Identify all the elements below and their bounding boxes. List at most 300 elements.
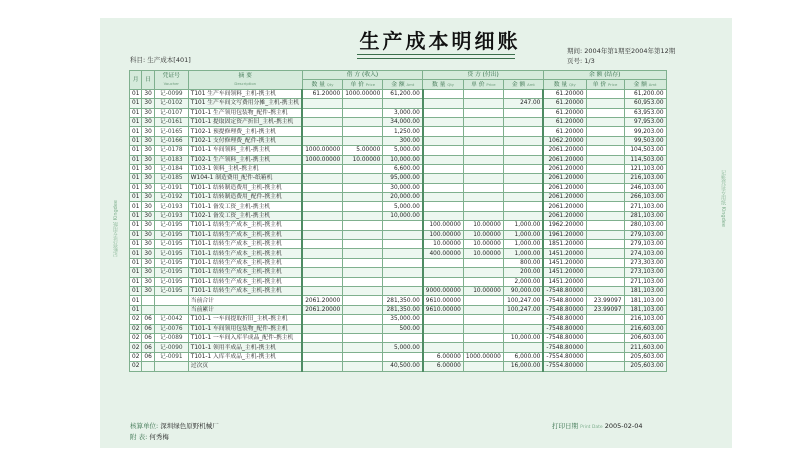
- summary-cell: T102-1 生产领料_主机-携主机: [188, 155, 302, 164]
- debit-price-cell: [343, 305, 383, 314]
- day-cell: 30: [142, 193, 154, 202]
- print-date-en: Print Date: [580, 425, 603, 430]
- day-cell: 30: [142, 136, 154, 145]
- subject-value: 生产成本[401]: [147, 56, 191, 64]
- debit-amount-cell: 500.00: [383, 324, 423, 333]
- balance-qty-cell: -7548.80000: [543, 286, 586, 295]
- balance-price-cell: [586, 193, 624, 202]
- day-cell: 30: [142, 108, 154, 117]
- balance-price-cell: [586, 164, 624, 173]
- header-credit: 贷 方 (付出): [423, 71, 544, 80]
- credit-amount-cell: [503, 174, 543, 183]
- summary-cell: T101-1 车间领料_主机-携主机: [188, 146, 302, 155]
- credit-qty-cell: 100.00000: [423, 230, 464, 239]
- day-cell: 30: [142, 268, 154, 277]
- credit-qty-cell: [423, 127, 464, 136]
- credit-amount-cell: 1,000.00: [503, 240, 543, 249]
- balance-amount-cell: 181,103.00: [624, 296, 666, 305]
- credit-amount-cell: 16,000.00: [503, 362, 543, 371]
- month-cell: 01: [130, 230, 142, 239]
- table-row: [130, 258, 667, 267]
- credit-price-cell: [463, 296, 503, 305]
- balance-amount-cell: 273,103.00: [624, 268, 666, 277]
- voucher-cell: 记-0193: [154, 202, 188, 211]
- voucher-cell: 记-0195: [154, 230, 188, 239]
- summary-cell: 当前累计: [188, 305, 302, 314]
- month-cell: 01: [130, 193, 142, 202]
- day-cell: 30: [142, 230, 154, 239]
- table-row: [130, 146, 667, 155]
- debit-amount-cell: [383, 333, 423, 342]
- credit-amount-cell: [503, 211, 543, 220]
- voucher-cell: [154, 296, 188, 305]
- balance-amount-cell: 121,103.00: [624, 164, 666, 173]
- debit-amount-cell: 281,350.00: [383, 296, 423, 305]
- table-row: [130, 268, 667, 277]
- credit-qty-cell: [423, 211, 464, 220]
- balance-amount-cell: 279,103.00: [624, 230, 666, 239]
- debit-qty-cell: [302, 258, 343, 267]
- balance-amount-cell: 104,503.00: [624, 146, 666, 155]
- balance-amount-cell: 216,603.00: [624, 324, 666, 333]
- voucher-cell: 记-0195: [154, 249, 188, 258]
- table-row: [130, 230, 667, 239]
- credit-amount-cell: [503, 89, 543, 98]
- debit-amount-cell: 1,250.00: [383, 127, 423, 136]
- voucher-cell: 记-0195: [154, 258, 188, 267]
- header-balance-price: 单 价 Price: [586, 80, 624, 89]
- day-cell: [142, 296, 154, 305]
- voucher-cell: 记-0091: [154, 352, 188, 361]
- summary-cell: T101-1 生产领用包装物_配件-携主机: [188, 108, 302, 117]
- balance-qty-cell: 1451.20000: [543, 268, 586, 277]
- day-cell: 06: [142, 324, 154, 333]
- balance-price-cell: [586, 174, 624, 183]
- debit-price-cell: [343, 202, 383, 211]
- debit-amount-cell: 3,000.00: [383, 108, 423, 117]
- table-row: [130, 324, 667, 333]
- table-row: [130, 164, 667, 173]
- attach-label: 附 表:: [130, 433, 148, 441]
- day-cell: 30: [142, 211, 154, 220]
- header-voucher-label: 凭证号: [162, 72, 180, 79]
- attachment: [130, 432, 169, 441]
- debit-qty-cell: [302, 202, 343, 211]
- balance-price-cell: [586, 136, 624, 145]
- credit-amount-cell: [503, 146, 543, 155]
- debit-amount-cell: 30,000.00: [383, 183, 423, 192]
- debit-price-cell: [343, 117, 383, 126]
- table-row: [130, 362, 667, 371]
- credit-price-cell: [463, 183, 503, 192]
- credit-price-cell: [463, 164, 503, 173]
- debit-price-cell: 10.00000: [343, 155, 383, 164]
- balance-price-cell: [586, 258, 624, 267]
- month-cell: 01: [130, 240, 142, 249]
- header-summary: [188, 71, 302, 90]
- balance-qty-cell: 2061.20000: [543, 202, 586, 211]
- day-cell: 30: [142, 89, 154, 98]
- credit-qty-cell: [423, 174, 464, 183]
- day-cell: 06: [142, 315, 154, 324]
- debit-amount-cell: [383, 277, 423, 286]
- month-cell: 01: [130, 108, 142, 117]
- debit-amount-cell: [383, 99, 423, 108]
- credit-qty-cell: [423, 202, 464, 211]
- table-row: [130, 127, 667, 136]
- table-row: [130, 240, 667, 249]
- month-cell: 01: [130, 296, 142, 305]
- page-label: 页号:: [567, 57, 583, 65]
- header-balance: 余 额 (结存): [543, 71, 666, 80]
- credit-price-cell: [463, 277, 503, 286]
- balance-qty-cell: 2061.20000: [543, 183, 586, 192]
- balance-amount-cell: 271,103.00: [624, 202, 666, 211]
- page-title: 生产成本明细账: [359, 29, 521, 53]
- credit-price-cell: [463, 305, 503, 314]
- debit-amount-cell: 10,000.00: [383, 155, 423, 164]
- balance-qty-cell: -7548.80000: [543, 333, 586, 342]
- period-info: [567, 46, 675, 55]
- table-row: [130, 352, 667, 361]
- debit-price-cell: [343, 99, 383, 108]
- balance-qty-cell: 1961.20000: [543, 230, 586, 239]
- debit-qty-cell: [302, 324, 343, 333]
- month-cell: 02: [130, 362, 142, 371]
- summary-cell: T101-1 入库半成品_主机-携主机: [188, 352, 302, 361]
- balance-price-cell: [586, 155, 624, 164]
- debit-amount-cell: [383, 249, 423, 258]
- debit-qty-cell: [302, 183, 343, 192]
- balance-amount-cell: 279,103.00: [624, 240, 666, 249]
- balance-amount-cell: 216,103.00: [624, 315, 666, 324]
- voucher-cell: 记-0191: [154, 183, 188, 192]
- balance-price-cell: [586, 333, 624, 342]
- table-row: [130, 117, 667, 126]
- balance-amount-cell: 271,103.00: [624, 277, 666, 286]
- debit-price-cell: [343, 164, 383, 173]
- balance-qty-cell: 2061.20000: [543, 211, 586, 220]
- balance-price-cell: [586, 343, 624, 352]
- balance-amount-cell: 181,103.00: [624, 286, 666, 295]
- debit-amount-cell: 281,350.00: [383, 305, 423, 314]
- debit-qty-cell: [302, 174, 343, 183]
- balance-price-cell: [586, 117, 624, 126]
- credit-price-cell: 10.00000: [463, 230, 503, 239]
- credit-qty-cell: [423, 99, 464, 108]
- credit-amount-cell: [503, 127, 543, 136]
- summary-cell: T101-1 车间领用包装物_配件-携主机: [188, 324, 302, 333]
- debit-price-cell: [343, 193, 383, 202]
- credit-price-cell: [463, 211, 503, 220]
- credit-qty-cell: [423, 117, 464, 126]
- table-row: [130, 183, 667, 192]
- debit-price-cell: 5.00000: [343, 146, 383, 155]
- balance-qty-cell: -7548.80000: [543, 296, 586, 305]
- balance-amount-cell: 205,603.00: [624, 362, 666, 371]
- debit-price-cell: [343, 240, 383, 249]
- title-underline: [357, 54, 515, 59]
- credit-amount-cell: 200.00: [503, 268, 543, 277]
- debit-qty-cell: [302, 108, 343, 117]
- summary-cell: T102-1 预提修理费_主机-携主机: [188, 127, 302, 136]
- balance-price-cell: [586, 230, 624, 239]
- credit-amount-cell: 90,000.00: [503, 286, 543, 295]
- credit-amount-cell: [503, 136, 543, 145]
- debit-qty-cell: [302, 117, 343, 126]
- debit-qty-cell: [302, 99, 343, 108]
- debit-amount-cell: 5,000.00: [383, 146, 423, 155]
- header-voucher-en: Voucher: [163, 80, 179, 86]
- balance-qty-cell: 2061.20000: [543, 164, 586, 173]
- credit-amount-cell: [503, 164, 543, 173]
- credit-price-cell: [463, 268, 503, 277]
- credit-price-cell: [463, 258, 503, 267]
- credit-qty-cell: [423, 193, 464, 202]
- debit-qty-cell: [302, 193, 343, 202]
- balance-amount-cell: 273,303.00: [624, 258, 666, 267]
- month-cell: 01: [130, 258, 142, 267]
- day-cell: 30: [142, 258, 154, 267]
- debit-amount-cell: 61,200.00: [383, 89, 423, 98]
- ledger-body: [130, 89, 667, 371]
- debit-qty-cell: 2061.20000: [302, 305, 343, 314]
- credit-price-cell: 1000.00000: [463, 352, 503, 361]
- credit-amount-cell: 247.00: [503, 99, 543, 108]
- credit-qty-cell: [423, 324, 464, 333]
- balance-price-cell: [586, 127, 624, 136]
- balance-price-cell: [586, 211, 624, 220]
- voucher-cell: 记-0195: [154, 277, 188, 286]
- balance-amount-cell: 206,603.00: [624, 333, 666, 342]
- debit-qty-cell: [302, 136, 343, 145]
- credit-amount-cell: 10,000.00: [503, 333, 543, 342]
- debit-qty-cell: 1000.00000: [302, 155, 343, 164]
- credit-qty-cell: 100.00000: [423, 221, 464, 230]
- debit-amount-cell: 35,000.00: [383, 315, 423, 324]
- balance-amount-cell: 114,503.00: [624, 155, 666, 164]
- credit-qty-cell: [423, 333, 464, 342]
- debit-qty-cell: 61.20000: [302, 89, 343, 98]
- summary-cell: T101-1 提取固定资产折旧_主机-携主机: [188, 117, 302, 126]
- summary-cell: T101-1 结转生产成本_主机-携主机: [188, 240, 302, 249]
- month-cell: 02: [130, 324, 142, 333]
- header-credit-qty: 数 量 Qty: [423, 80, 464, 89]
- balance-qty-cell: -7548.80000: [543, 324, 586, 333]
- day-cell: 30: [142, 286, 154, 295]
- credit-amount-cell: 1,000.00: [503, 221, 543, 230]
- summary-cell: T101-1 结转生产成本_主机-携主机: [188, 258, 302, 267]
- voucher-cell: 记-0184: [154, 164, 188, 173]
- debit-price-cell: 1000.00000: [343, 89, 383, 98]
- credit-amount-cell: [503, 315, 543, 324]
- balance-amount-cell: 205,603.00: [624, 352, 666, 361]
- debit-price-cell: [343, 249, 383, 258]
- month-cell: 01: [130, 221, 142, 230]
- balance-qty-cell: -7548.80000: [543, 315, 586, 324]
- credit-qty-cell: [423, 89, 464, 98]
- header-debit-price: 单 价 Price: [343, 80, 383, 89]
- day-cell: 06: [142, 343, 154, 352]
- subject-info: [130, 55, 191, 64]
- credit-qty-cell: [423, 155, 464, 164]
- credit-qty-cell: [423, 258, 464, 267]
- balance-qty-cell: 1451.20000: [543, 249, 586, 258]
- voucher-cell: 记-0161: [154, 117, 188, 126]
- balance-qty-cell: 1062.20000: [543, 136, 586, 145]
- debit-amount-cell: 34,000.00: [383, 117, 423, 126]
- credit-price-cell: [463, 89, 503, 98]
- voucher-cell: 记-0195: [154, 268, 188, 277]
- unit-value: 深圳绿色原野机械厂: [160, 422, 219, 430]
- credit-price-cell: [463, 324, 503, 333]
- header-credit-amount: 金 额 Amt: [503, 80, 543, 89]
- month-cell: 01: [130, 268, 142, 277]
- accounting-unit: [130, 421, 219, 430]
- credit-amount-cell: 6,000.00: [503, 352, 543, 361]
- day-cell: 30: [142, 174, 154, 183]
- balance-qty-cell: -7548.80000: [543, 343, 586, 352]
- summary-cell: T101-1 结转生产成本_主机-携主机: [188, 221, 302, 230]
- balance-qty-cell: 61.20000: [543, 108, 586, 117]
- month-cell: 01: [130, 146, 142, 155]
- credit-amount-cell: 2,000.00: [503, 277, 543, 286]
- balance-price-cell: [586, 146, 624, 155]
- credit-price-cell: [463, 174, 503, 183]
- credit-qty-cell: 9610.00000: [423, 296, 464, 305]
- balance-price-cell: [586, 108, 624, 117]
- debit-price-cell: [343, 258, 383, 267]
- voucher-cell: 记-0195: [154, 240, 188, 249]
- header-summary-en: Description: [234, 80, 257, 86]
- summary-cell: W104-1 制造费用_配件-纸箱机: [188, 174, 302, 183]
- balance-price-cell: [586, 277, 624, 286]
- voucher-cell: 记-0107: [154, 108, 188, 117]
- day-cell: 30: [142, 99, 154, 108]
- balance-amount-cell: 280,103.00: [624, 221, 666, 230]
- debit-price-cell: [343, 324, 383, 333]
- summary-cell: T102-1 备发工资_主机-携主机: [188, 211, 302, 220]
- debit-price-cell: [343, 277, 383, 286]
- balance-amount-cell: 60,953.00: [624, 99, 666, 108]
- debit-price-cell: [343, 183, 383, 192]
- table-row: [130, 343, 667, 352]
- debit-amount-cell: 95,000.00: [383, 174, 423, 183]
- summary-cell: T101-1 结转生产成本_主机-携主机: [188, 268, 302, 277]
- credit-amount-cell: 100,247.00: [503, 296, 543, 305]
- credit-qty-cell: [423, 277, 464, 286]
- month-cell: 01: [130, 277, 142, 286]
- right-tractor-holes: [738, 18, 750, 448]
- balance-qty-cell: -7554.80000: [543, 352, 586, 361]
- debit-price-cell: [343, 136, 383, 145]
- balance-amount-cell: 216,103.00: [624, 174, 666, 183]
- header-debit: 借 方 (收入): [302, 71, 423, 80]
- credit-amount-cell: [503, 117, 543, 126]
- voucher-cell: [154, 362, 188, 371]
- period-value: 2004年第1期至2004年第12期: [584, 47, 676, 55]
- credit-qty-cell: 6.00000: [423, 362, 464, 371]
- day-cell: 30: [142, 146, 154, 155]
- credit-qty-cell: [423, 315, 464, 324]
- credit-price-cell: [463, 127, 503, 136]
- summary-cell: T101 生产车间领料_主机-携主机: [188, 89, 302, 98]
- debit-qty-cell: 1000.00000: [302, 146, 343, 155]
- credit-price-cell: [463, 333, 503, 342]
- debit-qty-cell: [302, 211, 343, 220]
- margin-brand-left: 记账凭证专用纸 Kingdee: [113, 200, 119, 257]
- balance-amount-cell: 274,103.00: [624, 249, 666, 258]
- credit-qty-cell: [423, 268, 464, 277]
- balance-price-cell: [586, 183, 624, 192]
- balance-qty-cell: 61.20000: [543, 99, 586, 108]
- balance-qty-cell: 1962.20000: [543, 221, 586, 230]
- table-row: [130, 211, 667, 220]
- day-cell: 30: [142, 249, 154, 258]
- debit-amount-cell: [383, 352, 423, 361]
- month-cell: 01: [130, 183, 142, 192]
- debit-amount-cell: 10,000.00: [383, 211, 423, 220]
- day-cell: [142, 305, 154, 314]
- voucher-cell: 记-0195: [154, 286, 188, 295]
- balance-amount-cell: 211,603.00: [624, 343, 666, 352]
- print-date: [552, 421, 642, 430]
- table-row: [130, 136, 667, 145]
- voucher-cell: 记-0193: [154, 211, 188, 220]
- table-row: [130, 315, 667, 324]
- balance-amount-cell: 61,200.00: [624, 89, 666, 98]
- voucher-cell: 记-0102: [154, 99, 188, 108]
- credit-amount-cell: [503, 202, 543, 211]
- table-row: [130, 155, 667, 164]
- balance-price-cell: 23.99097: [586, 296, 624, 305]
- credit-amount-cell: 1,000.00: [503, 249, 543, 258]
- debit-amount-cell: [383, 240, 423, 249]
- credit-amount-cell: 100,247.00: [503, 305, 543, 314]
- subject-label: 科目:: [130, 56, 146, 64]
- month-cell: 01: [130, 136, 142, 145]
- table-row: [130, 89, 667, 98]
- debit-amount-cell: 5,000.00: [383, 343, 423, 352]
- left-tractor-holes: [84, 18, 96, 448]
- voucher-cell: 记-0089: [154, 333, 188, 342]
- balance-qty-cell: 1451.20000: [543, 258, 586, 267]
- summary-cell: T101-1 结转生产成本_主机-携主机: [188, 249, 302, 258]
- table-row: [130, 333, 667, 342]
- credit-price-cell: [463, 343, 503, 352]
- month-cell: 01: [130, 89, 142, 98]
- month-cell: 01: [130, 249, 142, 258]
- voucher-cell: 记-0042: [154, 315, 188, 324]
- month-cell: 02: [130, 343, 142, 352]
- credit-price-cell: [463, 362, 503, 371]
- voucher-cell: 记-0099: [154, 89, 188, 98]
- credit-qty-cell: [423, 146, 464, 155]
- summary-cell: T101-1 一车间入库半成品_配件-携主机: [188, 333, 302, 342]
- summary-cell: 过次页: [188, 362, 302, 371]
- table-row: [130, 221, 667, 230]
- summary-cell: T101 生产车间文写费用分摊_主机-携主机: [188, 99, 302, 108]
- balance-amount-cell: 99,503.00: [624, 136, 666, 145]
- credit-price-cell: 10.00000: [463, 249, 503, 258]
- credit-qty-cell: [423, 136, 464, 145]
- voucher-cell: 记-0192: [154, 193, 188, 202]
- balance-price-cell: [586, 240, 624, 249]
- debit-amount-cell: [383, 268, 423, 277]
- voucher-cell: 记-0165: [154, 127, 188, 136]
- voucher-cell: 记-0090: [154, 343, 188, 352]
- credit-amount-cell: [503, 324, 543, 333]
